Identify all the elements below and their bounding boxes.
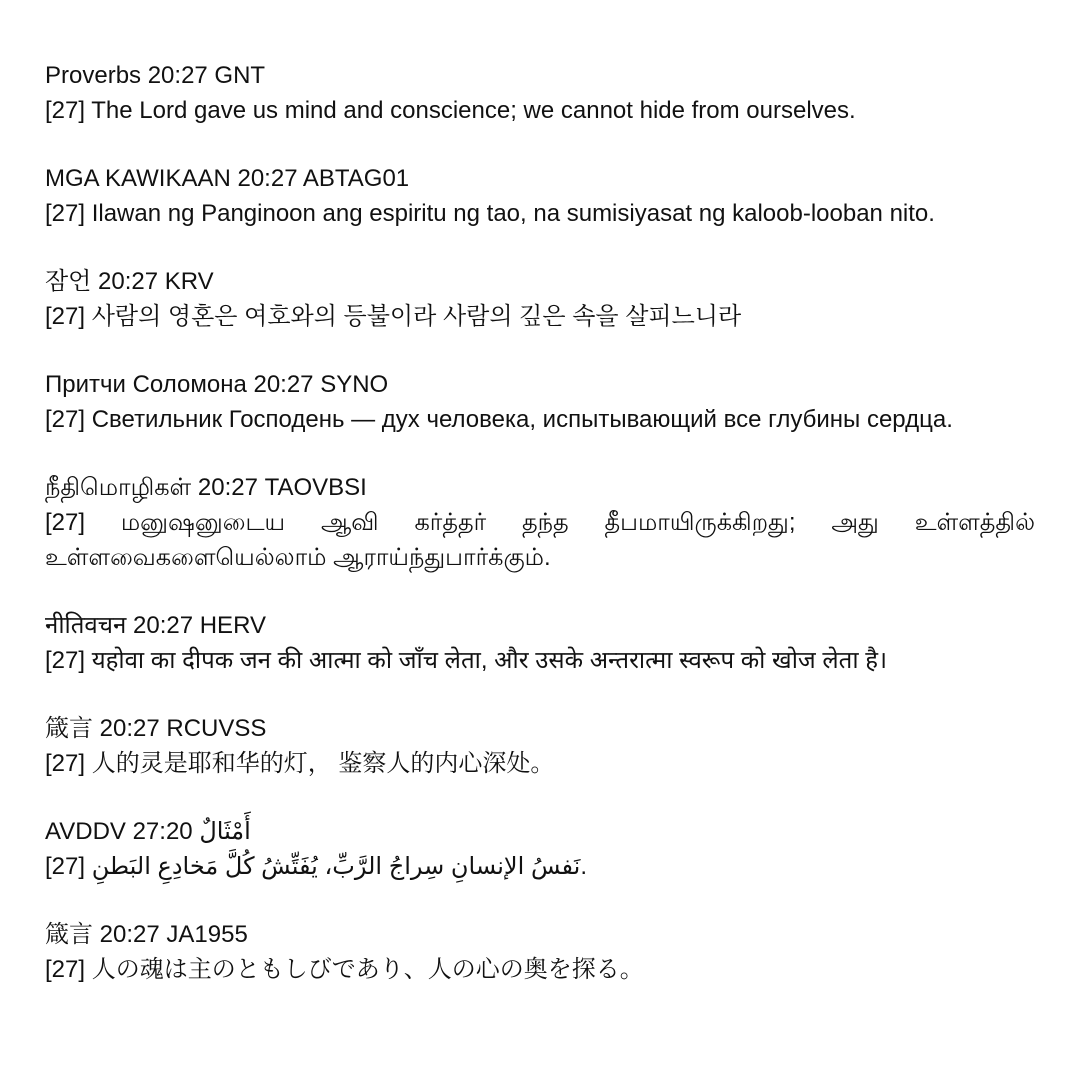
verse-entry-rcuvss xyxy=(45,711,1035,781)
verse-text: [27] نَفسُ الإنسانِ سِراجُ الرَّبِّ، يُفَتِّشُ كُلَّ مَخادِعِ البَطنِ. xyxy=(45,853,588,880)
verse-text: [27] The Lord gave us mind and conscience; we cannot hide from ourselves. xyxy=(45,97,856,124)
verse-text: [27] 人的灵是耶和华的灯， 鉴察人的内心深处。 xyxy=(45,750,555,777)
verse-entry-abtag01 xyxy=(45,161,1035,231)
verse-reference: MGA KAWIKAAN 20:27 ABTAG01 xyxy=(45,165,410,192)
verse-reference: AVDDV 27:20 أَمْثَالٌ xyxy=(45,818,251,845)
verse-text: [27] Светильник Господень — дух человека, испытывающий все глубины сердца. xyxy=(45,406,953,433)
verse-entry-ja1955 xyxy=(45,917,1035,987)
verse-reference: नीतिवचन 20:27 HERV xyxy=(45,612,266,639)
verse-text: [27] Ilawan ng Panginoon ang espiritu ng tao, na sumisiyasat ng kaloob-looban nito. xyxy=(45,200,935,227)
verse-entry-avddv xyxy=(45,814,1035,884)
verse-entry-taovbsi xyxy=(45,470,1035,575)
verse-reference: 箴言 20:27 RCUVSS xyxy=(45,715,267,742)
verse-text: [27] மனுஷனுடைய ஆவி கர்த்தர் தந்த தீபமாயிருக்கிறது; அது உள்ளத்தில் உள்ளவைகளையெல்லாம் ஆராய்ந்துபார்க்கும். xyxy=(45,509,1035,571)
verse-entry-krv xyxy=(45,264,1035,334)
verse-text: [27] यहोवा का दीपक जन की आत्मा को जाँच लेता, और उसके अन्तरात्मा स्वरूप को खोज लेता है। xyxy=(45,647,888,674)
verse-comparison-page xyxy=(45,58,1035,1020)
verse-reference: 잠언 20:27 KRV xyxy=(45,268,214,295)
verse-reference: 箴言 20:27 JA1955 xyxy=(45,921,248,948)
verse-text: [27] 人の魂は主のともしびであり、人の心の奥を探る。 xyxy=(45,956,644,983)
verse-entry-syno xyxy=(45,367,1035,437)
verse-entry-herv xyxy=(45,608,1035,678)
verse-entry-gnt xyxy=(45,58,1035,128)
verse-reference: Proverbs 20:27 GNT xyxy=(45,62,266,89)
verse-text: [27] 사람의 영혼은 여호와의 등불이라 사람의 깊은 속을 살피느니라 xyxy=(45,303,742,330)
verse-reference: Притчи Соломона 20:27 SYNO xyxy=(45,371,389,398)
verse-reference: நீதிமொழிகள் 20:27 TAOVBSI xyxy=(45,474,367,501)
